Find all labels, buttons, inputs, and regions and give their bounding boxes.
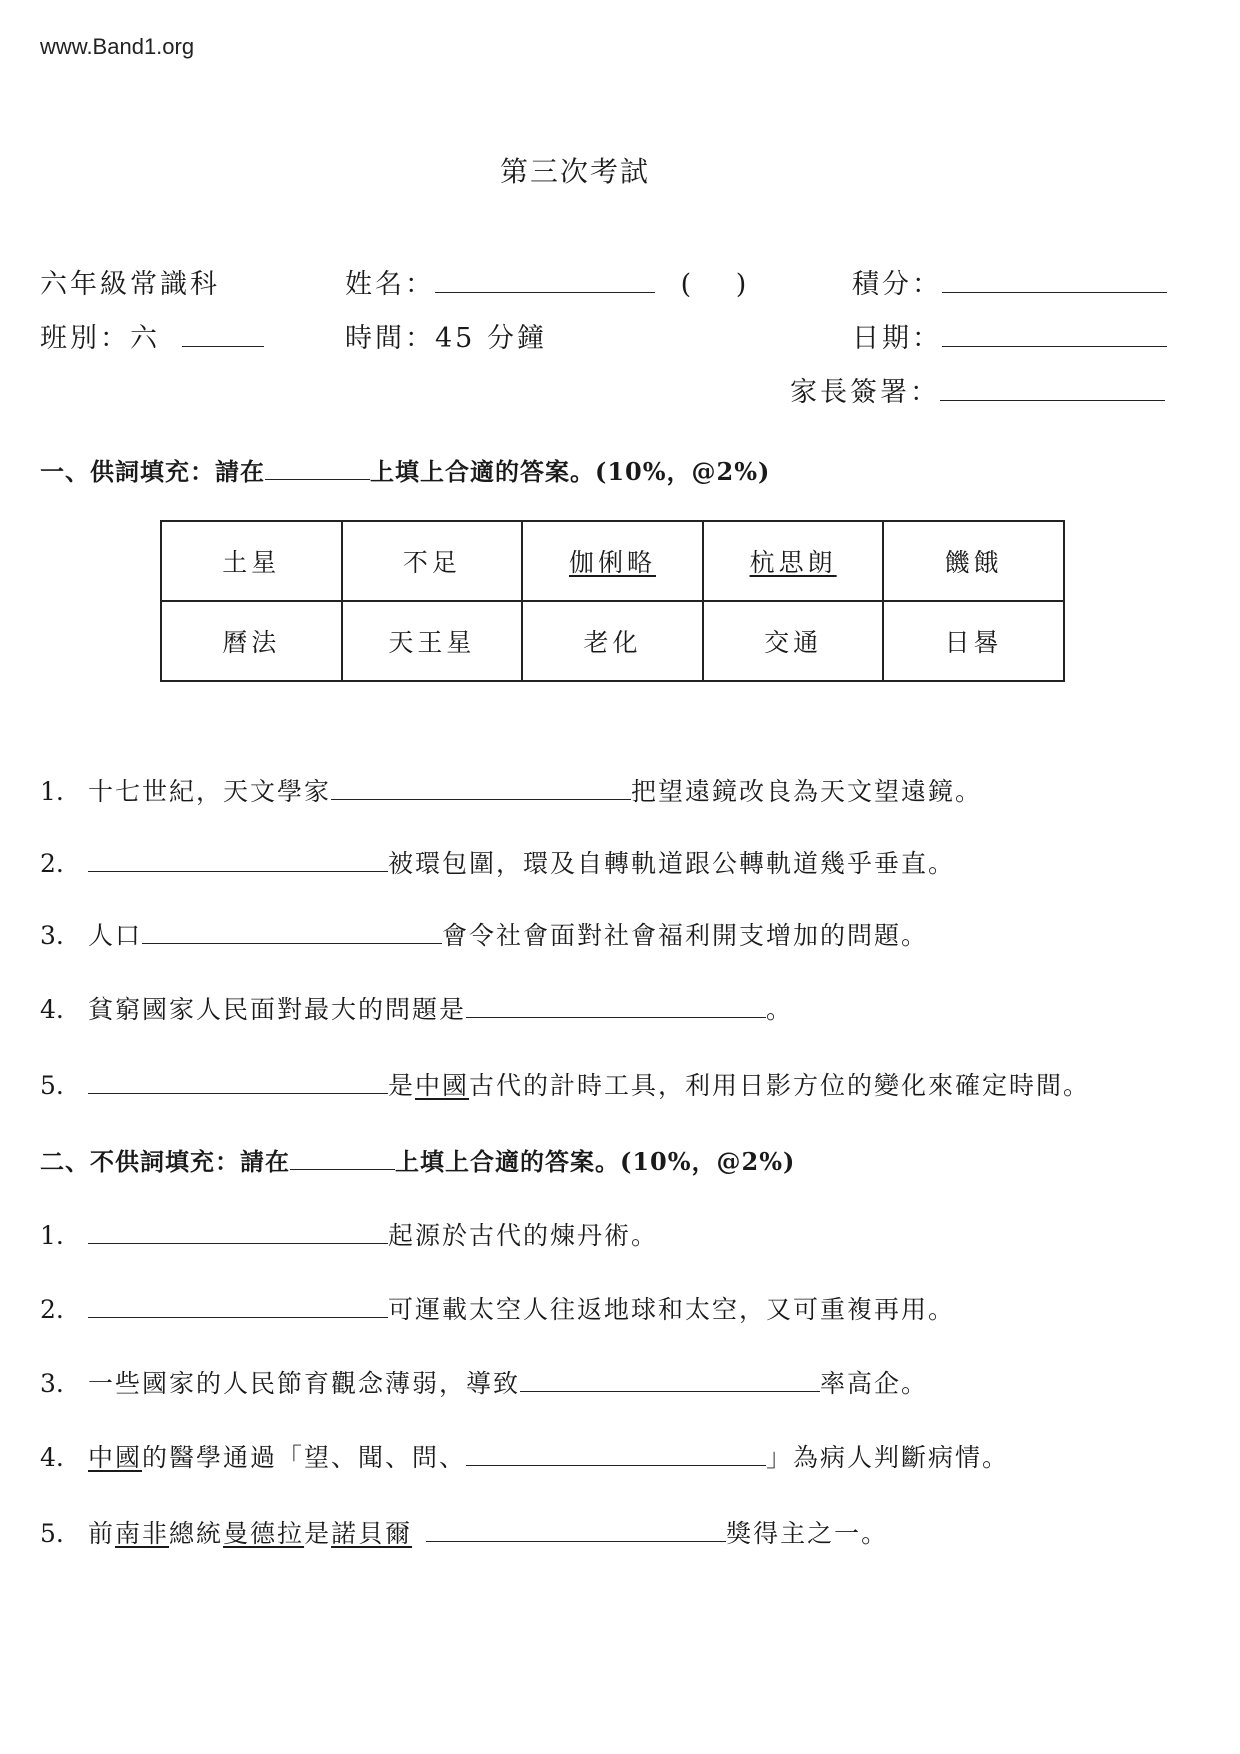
heading-sample-blank (265, 478, 370, 480)
question-text: 是 (388, 1071, 416, 1100)
word-bank-cell (522, 521, 703, 601)
proper-noun: 曼德拉 (223, 1519, 305, 1548)
signature-field (790, 370, 1165, 409)
s1-question-3 (40, 916, 928, 952)
word-bank-word: 伽俐略 (568, 548, 656, 577)
question-text: 人口 (88, 921, 143, 950)
question-number: 4. (40, 1443, 64, 1472)
question-number: 4. (40, 995, 64, 1024)
answer-blank[interactable] (520, 1390, 820, 1392)
question-text: 是 (304, 1519, 332, 1548)
proper-noun: 中國 (415, 1071, 470, 1100)
name-label: 姓名： (345, 269, 435, 300)
answer-blank[interactable] (142, 942, 442, 944)
answer-blank[interactable] (331, 798, 631, 800)
s1-question-4 (40, 990, 793, 1026)
question-number: 1. (40, 777, 64, 806)
section1-heading (40, 452, 770, 487)
question-text: 前 (88, 1519, 116, 1548)
s2-question-1 (40, 1216, 658, 1252)
name-field (345, 262, 749, 301)
site-watermark: www.Band1.org (40, 34, 195, 59)
question-text: 會令社會面對社會福利開支增加的問題。 (442, 921, 929, 950)
word-bank-cell (703, 521, 884, 601)
s2-question-2 (40, 1290, 955, 1326)
proper-noun: 南非 (115, 1519, 170, 1548)
date-label: 日期： (852, 323, 942, 354)
question-text: 被環包圍，環及自轉軌道跟公轉軌道幾乎垂直。 (388, 849, 956, 878)
word-bank-cell: 日晷 (883, 601, 1064, 681)
word-bank-cell: 土星 (161, 521, 342, 601)
question-text: 貧窮國家人民面對最大的問題是 (88, 995, 467, 1024)
question-text: 一些國家的人民節育觀念薄弱，導致 (88, 1369, 521, 1398)
question-number: 5. (40, 1071, 64, 1100)
page-title: 第三次考試 (499, 155, 650, 188)
section2-heading (40, 1142, 795, 1177)
name-blank[interactable] (435, 291, 655, 293)
heading-sample-blank (290, 1168, 395, 1170)
subject-label: 六年級常識科 (40, 269, 220, 300)
word-bank-table (160, 520, 1065, 682)
s1-question-5 (40, 1066, 1090, 1102)
s2-question-4 (40, 1438, 1009, 1474)
proper-noun: 中國 (88, 1443, 143, 1472)
answer-blank[interactable] (88, 870, 388, 872)
question-text: 起源於古代的煉丹術。 (388, 1221, 659, 1250)
question-text: 的醫學通過「望、聞、問、 (142, 1443, 467, 1472)
class-label: 班別：六 (40, 323, 160, 354)
s2-question-3 (40, 1364, 928, 1400)
class-number-paren: ( ) (680, 269, 750, 300)
question-text: 獎得主之一。 (726, 1519, 889, 1548)
question-text: 把望遠鏡改良為天文望遠鏡。 (631, 777, 983, 806)
s2-question-5 (40, 1514, 888, 1550)
answer-blank[interactable] (426, 1540, 726, 1542)
question-text: 總統 (169, 1519, 224, 1548)
word-bank-row (161, 601, 1064, 681)
word-bank-cell: 曆法 (161, 601, 342, 681)
word-bank-cell: 天王星 (342, 601, 523, 681)
answer-blank[interactable] (466, 1464, 766, 1466)
s1-question-2 (40, 844, 955, 880)
score-label: 積分： (852, 269, 942, 300)
signature-label: 家長簽署： (790, 377, 940, 408)
section1-heading-text-a: 一、供詞填充：請在 (40, 457, 265, 486)
question-text: 古代的計時工具，利用日影方位的變化來確定時間。 (469, 1071, 1091, 1100)
section1-heading-text-b: 上填上合適的答案。(10%，@2%) (370, 457, 771, 486)
question-text: 可運載太空人往返地球和太空，又可重複再用。 (388, 1295, 956, 1324)
question-text: 」為病人判斷病情。 (766, 1443, 1010, 1472)
answer-blank[interactable] (88, 1316, 388, 1318)
proper-noun: 諾貝爾 (331, 1519, 413, 1548)
word-bank-cell: 饑餓 (883, 521, 1064, 601)
question-number: 1. (40, 1221, 64, 1250)
score-field (852, 262, 1167, 301)
signature-blank[interactable] (940, 399, 1165, 401)
word-bank-word: 杭思朗 (749, 548, 837, 577)
class-field (40, 316, 264, 355)
question-number: 2. (40, 1295, 64, 1324)
question-text: 率高企。 (820, 1369, 929, 1398)
answer-blank[interactable] (88, 1092, 388, 1094)
section2-heading-text-b: 上填上合適的答案。(10%，@2%) (395, 1147, 796, 1176)
date-blank[interactable] (942, 345, 1167, 347)
question-number: 5. (40, 1519, 64, 1548)
section2-heading-text-a: 二、不供詞填充：請在 (40, 1147, 290, 1176)
question-number: 2. (40, 849, 64, 878)
question-number: 3. (40, 921, 64, 950)
class-blank[interactable] (182, 345, 264, 347)
word-bank-cell: 老化 (522, 601, 703, 681)
question-number: 3. (40, 1369, 64, 1398)
score-blank[interactable] (942, 291, 1167, 293)
answer-blank[interactable] (466, 1016, 766, 1018)
time-label: 時間：45 分鐘 (345, 323, 547, 354)
word-bank-row (161, 521, 1064, 601)
question-text: 。 (766, 995, 794, 1024)
s1-question-1 (40, 772, 982, 808)
answer-blank[interactable] (88, 1242, 388, 1244)
date-field (852, 316, 1167, 355)
question-text: 十七世紀，天文學家 (88, 777, 332, 806)
word-bank-cell: 交通 (703, 601, 884, 681)
word-bank-cell: 不足 (342, 521, 523, 601)
